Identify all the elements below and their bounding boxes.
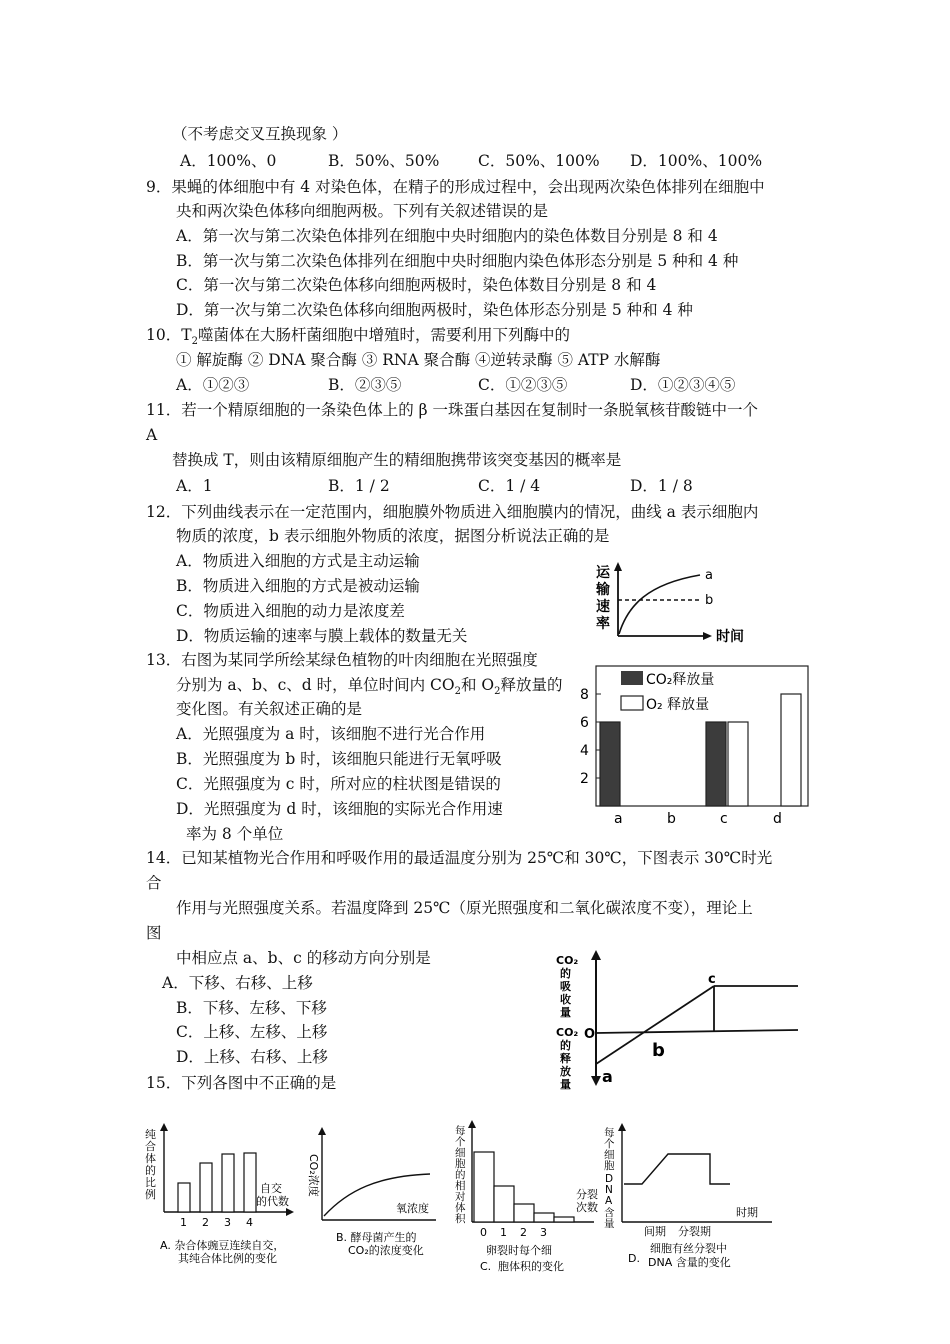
ylabel-char: 个 <box>455 1136 466 1148</box>
tick-label: 2 <box>202 1216 209 1229</box>
q12-stem-line1: 12．下列曲线表示在一定范围内，细胞膜外物质进入细胞膜内的情况，曲线 a 表示细胞内 <box>146 503 759 521</box>
top-label-char: CO₂ <box>556 954 579 967</box>
q14-option-d: D．上移、右移、上移 <box>176 1048 328 1066</box>
q10-option-b: B．②③⑤ <box>328 376 402 394</box>
y-tick-label: 6 <box>580 715 589 731</box>
x-axis-label: 时间 <box>716 629 744 645</box>
bar <box>474 1152 494 1222</box>
curve-a <box>619 575 700 634</box>
ylabel-char: 细 <box>455 1147 466 1159</box>
bottom-label-char: 释 <box>560 1052 571 1065</box>
ylabel-char: 胞 <box>455 1158 466 1170</box>
xlabel: 分裂 <box>576 1188 598 1201</box>
q9-stem-line2: 央和两次染色体移向细胞两极。下列有关叙述错误的是 <box>176 202 549 220</box>
bar <box>200 1163 212 1212</box>
caption: C. <box>480 1260 492 1273</box>
xlabel: 自交 <box>260 1182 282 1195</box>
q12-stem-line2: 物质的浓度，b 表示细胞外物质的浓度，据图分析说法正确的是 <box>176 527 610 545</box>
phase-label: 分裂期 <box>678 1225 711 1238</box>
q9-option-d: D．第一次与第二次染色体移向细胞两极时，染色体形态分别是 5 种和 4 种 <box>176 301 693 319</box>
ylabel-char: 的 <box>145 1164 156 1177</box>
figure-b-co2-curve <box>296 1124 446 1274</box>
ylabel-char: 量 <box>604 1218 615 1230</box>
ylabel-char: 速 <box>596 599 610 615</box>
origin-label: O <box>584 1027 596 1042</box>
q11-option-d: D．1 / 8 <box>630 477 693 495</box>
tick-label: 3 <box>540 1226 547 1239</box>
y-tick-label: 2 <box>580 771 589 787</box>
top-label-char: 量 <box>560 1006 571 1019</box>
ylabel-char: 例 <box>145 1188 156 1201</box>
caption: DNA 含量的变化 <box>648 1256 731 1269</box>
q11-option-b: B．1 / 2 <box>328 477 390 495</box>
transport-rate-figure <box>588 560 763 650</box>
q9-option-a: A．第一次与第二次染色体排列在细胞中央时细胞内的染色体数目分别是 8 和 4 <box>176 227 718 245</box>
bar <box>178 1183 190 1212</box>
photosynthesis-light-curve <box>548 946 808 1094</box>
tick-label: 2 <box>520 1226 527 1239</box>
figure-a-pure-ratio <box>140 1120 300 1282</box>
caption: CO₂的浓度变化 <box>348 1244 424 1257</box>
q14-option-a: A．下移、右移、上移 <box>162 974 313 992</box>
caption: 胞体积的变化 <box>498 1260 564 1273</box>
ylabel-char: 含 <box>604 1207 615 1219</box>
q10-option-d: D．①②③④⑤ <box>630 376 736 394</box>
ylabel-char: 的 <box>455 1169 466 1181</box>
tick-label: 4 <box>246 1216 253 1229</box>
bottom-label-char: 的 <box>560 1039 571 1052</box>
q12-option-b: B．物质进入细胞的方式是被动运输 <box>176 577 420 595</box>
ylabel-char: 输 <box>596 582 610 598</box>
bar <box>554 1217 574 1222</box>
q13-stem-line3: 变化图。有关叙述正确的是 <box>176 700 363 718</box>
q12-option-a: A．物质进入细胞的方式是主动运输 <box>176 552 420 570</box>
ylabel-char: 合 <box>145 1140 156 1153</box>
x-category-label: a <box>614 811 623 827</box>
ylabel-char: 纯 <box>145 1128 156 1141</box>
q9-option-b: B．第一次与第二次染色体排列在细胞中央时细胞内染色体形态分别是 5 种和 4 种 <box>176 252 739 270</box>
q14-stem-line1-wrap: 合 <box>146 874 162 892</box>
tick-label: 3 <box>224 1216 231 1229</box>
xlabel: 的代数 <box>256 1195 289 1208</box>
bar <box>534 1213 554 1222</box>
y-tick-label: 8 <box>580 687 589 703</box>
bottom-label-char: 放 <box>560 1065 571 1078</box>
point-a-label: a <box>602 1067 613 1086</box>
x-category-label: d <box>773 811 782 827</box>
q10-option-c: C．①②③⑤ <box>478 376 568 394</box>
ylabel-char: 个 <box>604 1138 615 1150</box>
bar <box>514 1204 534 1222</box>
ylabel: CO₂浓度 <box>307 1154 320 1197</box>
ylabel-char: 每 <box>455 1125 466 1137</box>
bottom-label-char: CO₂ <box>556 1026 579 1039</box>
co2-o2-bar-chart <box>570 662 820 830</box>
bar-co2 <box>600 722 620 806</box>
q13-option-d-cont: 率为 8 个单位 <box>186 825 284 843</box>
curve-b-label: b <box>705 593 714 608</box>
ylabel-char: 积 <box>455 1213 466 1225</box>
xlabel: 次数 <box>576 1201 598 1214</box>
figure-d-dna-content <box>602 1122 782 1280</box>
dna-content-line <box>624 1154 730 1184</box>
q11-stem-line2: 替换成 T，则由该精原细胞产生的精细胞携带该突变基因的概率是 <box>172 451 622 469</box>
figure-c-cell-volume <box>452 1116 600 1280</box>
bar-co2 <box>706 722 726 806</box>
top-label-char: 吸 <box>560 980 571 993</box>
q13-option-c: C．光照强度为 c 时，所对应的柱状图是错误的 <box>176 775 501 793</box>
phase-label: 间期 <box>644 1225 666 1238</box>
ylabel-char: D <box>605 1173 614 1185</box>
ylabel-char: 体 <box>145 1152 156 1165</box>
q8-option-a: A．100%、0 <box>180 152 277 170</box>
bar-o2 <box>781 694 801 806</box>
y-axis-arrow <box>318 1127 326 1135</box>
x-axis-arrow <box>286 1208 294 1216</box>
caption: A. 杂合体豌豆连续自交， <box>160 1239 285 1252</box>
x-category-label: b <box>667 811 676 827</box>
q11-stem-line1-wrap: A <box>146 426 158 444</box>
top-label-char: 收 <box>560 993 571 1006</box>
xlabel: 氧浓度 <box>396 1202 429 1215</box>
bar <box>494 1186 514 1222</box>
bottom-label-char: 量 <box>560 1078 571 1091</box>
y-axis-arrow-bottom <box>591 1076 601 1086</box>
xlabel: 时期 <box>736 1206 758 1219</box>
bar <box>244 1153 256 1212</box>
ylabel-char: 胞 <box>604 1160 615 1172</box>
tick-label: 0 <box>480 1226 487 1239</box>
caption: D. <box>628 1252 640 1265</box>
ylabel-char: 相 <box>455 1180 466 1192</box>
q14-stem-line2: 作用与光照强度关系。若温度降到 25℃（原光照强度和二氧化碳浓度不变），理论上 <box>176 899 753 917</box>
legend-swatch-o2 <box>621 696 643 710</box>
y-axis-arrow <box>614 562 622 571</box>
ylabel-char: N <box>605 1184 613 1196</box>
q11-option-c: C．1 / 4 <box>478 477 541 495</box>
caption: 其纯合体比例的变化 <box>178 1252 277 1265</box>
q14-stem-line1: 14．已知某植物光合作用和呼吸作用的最适温度分别为 25℃和 30℃，下图表示 30℃时光 <box>146 849 773 867</box>
top-label-char: 的 <box>560 967 571 980</box>
x-axis-arrow <box>703 632 712 640</box>
q10-option-a: A．①②③ <box>176 376 250 394</box>
q11-option-a: A．1 <box>176 477 213 495</box>
q13-option-a: A．光照强度为 a 时，该细胞不进行光合作用 <box>176 725 486 743</box>
legend-swatch-co2 <box>621 671 643 685</box>
curve-a-label: a <box>705 568 713 583</box>
q13-option-d: D．光照强度为 d 时，该细胞的实际光合作用速 <box>176 800 503 818</box>
tick-label: 1 <box>180 1216 187 1229</box>
ylabel-char: A <box>605 1195 613 1207</box>
point-c-label: c <box>708 972 716 987</box>
q10-enzymes: ① 解旋酶 ② DNA 聚合酶 ③ RNA 聚合酶 ④逆转录酶 ⑤ ATP 水解酶 <box>176 351 661 369</box>
y-tick-label: 4 <box>580 743 589 759</box>
point-b-label: b <box>652 1040 665 1061</box>
y-axis-arrow <box>618 1123 626 1131</box>
q8-tail: （不考虑交叉互换现象 ） <box>172 125 348 143</box>
ylabel-char: 体 <box>455 1202 466 1214</box>
y-axis-arrow <box>468 1120 476 1128</box>
x-axis <box>596 1030 798 1033</box>
ylabel-char: 率 <box>596 616 610 632</box>
ylabel-char: 每 <box>604 1127 615 1139</box>
q11-stem-line1: 11．若一个精原细胞的一条染色体上的 β 一珠蛋白基因在复制时一条脱氧核苷酸链中一个 <box>146 401 759 419</box>
ylabel-char: 对 <box>455 1191 466 1203</box>
q8-option-b: B．50%、50% <box>328 152 440 170</box>
ylabel-char: 比 <box>145 1176 156 1189</box>
q10-stem: 10．$T_2$噬菌体在大肠杆菌细胞中增殖时，需要利用下列酶中的 <box>146 326 570 348</box>
q14-stem-line2-wrap: 图 <box>146 924 162 942</box>
legend-label-co2: CO₂释放量 <box>646 672 715 688</box>
y-axis-arrow-top <box>591 950 601 960</box>
bar-o2 <box>728 722 748 806</box>
q9-stem-line1: 9．果蝇的体细胞中有 4 对染色体，在精子的形成过程中，会出现两次染色体排列在细胞中 <box>146 178 765 196</box>
q12-option-d: D．物质运输的速率与膜上载体的数量无关 <box>176 627 468 645</box>
q14-option-b: B．下移、左移、下移 <box>176 999 327 1017</box>
q13-option-b: B．光照强度为 b 时，该细胞只能进行无氧呼吸 <box>176 750 502 768</box>
q13-stem-line2: 分别为 a、b、c、d 时，单位时间内 $CO_2$和 $O_2$释放量的 <box>176 676 563 698</box>
x-category-label: c <box>720 811 728 827</box>
q12-option-c: C．物质进入细胞的动力是浓度差 <box>176 602 405 620</box>
q13-stem-line1: 13．右图为某同学所绘某绿色植物的叶肉细胞在光照强度 <box>146 651 538 669</box>
caption: 细胞有丝分裂中 <box>650 1242 727 1255</box>
ylabel-char: 运 <box>596 565 610 581</box>
tick-label: 1 <box>500 1226 507 1239</box>
q15-stem: 15．下列各图中不正确的是 <box>146 1074 337 1092</box>
legend-label-o2: O₂ 释放量 <box>646 697 710 713</box>
ylabel-char: 细 <box>604 1149 615 1161</box>
bar <box>222 1154 234 1212</box>
caption: B. 酵母菌产生的 <box>336 1231 417 1244</box>
caption: 卵裂时每个细 <box>486 1244 552 1257</box>
y-axis-arrow <box>160 1123 168 1131</box>
q8-option-d: D．100%、100% <box>630 152 763 170</box>
q9-option-c: C．第一次与第二次染色体移向细胞两极时，染色体数目分别是 8 和 4 <box>176 276 657 294</box>
q8-option-c: C．50%、100% <box>478 152 600 170</box>
q14-stem-line3: 中相应点 a、b、c 的移动方向分别是 <box>176 949 431 967</box>
q14-option-c: C．上移、左移、上移 <box>176 1023 328 1041</box>
